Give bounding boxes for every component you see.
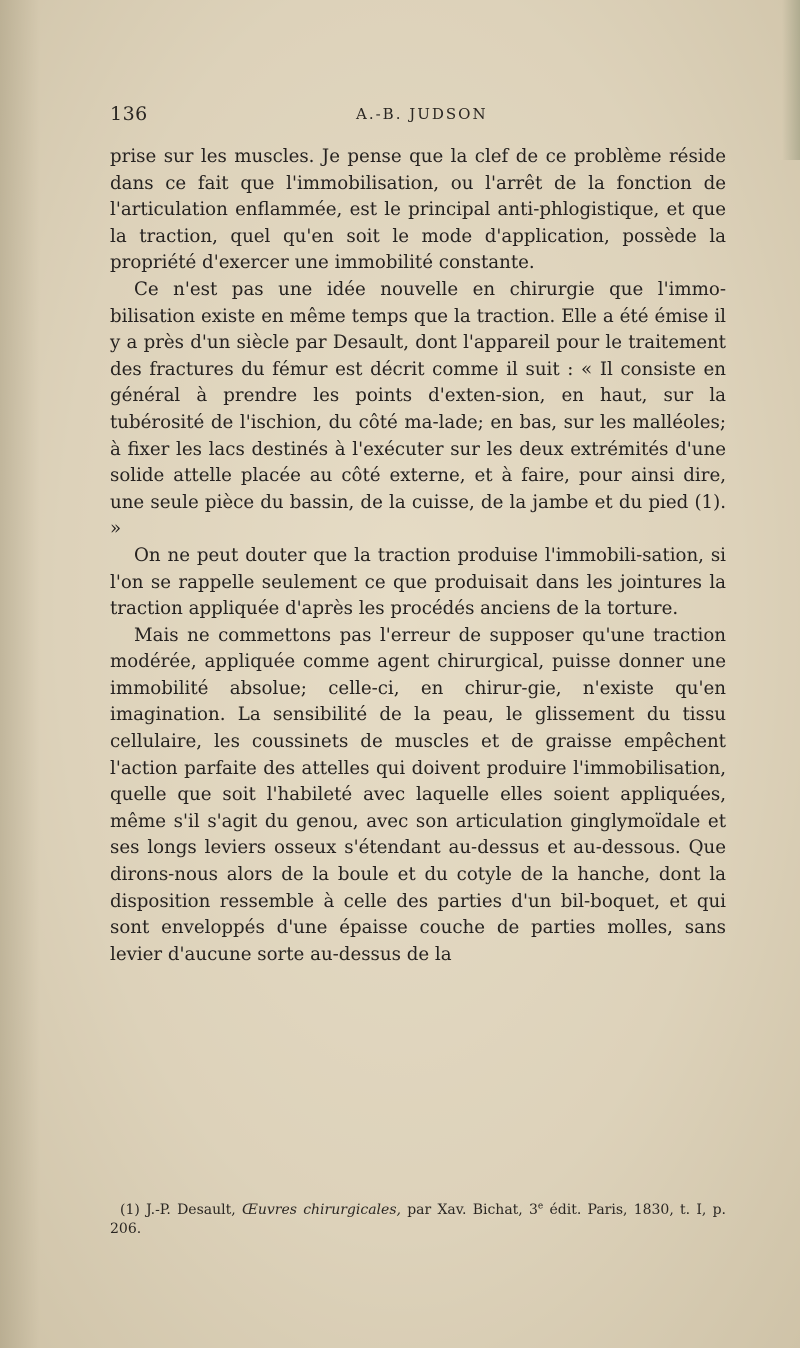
footnote-publisher: par Xav. Bichat, 3 bbox=[407, 1202, 538, 1218]
footnote bbox=[110, 1201, 726, 1239]
paragraph: prise sur les muscles. Je pense que la clef de ce problème réside dans ce fait que l'immobilisation, ou l'arrêt de la fonction de l'articulation enflammée, est le principal anti-phlogistique, et que la traction, quel qu'en soit le mode d'application, possède la propriété d'exercer une immobilité constante. bbox=[110, 146, 726, 274]
paragraph: Ce n'est pas une idée nouvelle en chirurgie que l'immo-bilisation existe en même temps que la traction. Elle a été émise il y a près d'un siècle par Desault, dont l'appareil pour le traitement des fractures du fémur est décrit comme il suit : « Il consiste en général à prendre les points d'exten-sion, en haut, sur la tubérosité de l'ischion, du côté ma-lade; en bas, sur les malléoles; à fixer les lacs destinés à l'exécuter sur les deux extrémités d'une solide attelle placée au côté externe, et à faire, pour ainsi dire, une seule pièce du bassin, de la cuisse, de la jambe et du pied (1). » bbox=[110, 278, 726, 540]
footnote-edition-sup: e bbox=[537, 1201, 544, 1212]
paragraph: Mais ne commettons pas l'erreur de supposer qu'une traction modérée, appliquée comme agent chirurgical, puisse donner une immobilité absolue; celle-ci, en chirur-gie, n'existe qu'en imagination. La sensibilité de la peau, le glissement du tissu cellulaire, les coussinets de muscles et de graisse empêchent l'action parfaite des attelles qui doivent produire l'immobilisation, quelle que soit l'habileté avec laquelle elles soient appliquées, même s'il s'agit du genou, avec son articulation ginglymoïdale et ses longs leviers osseux s'étendant au-dessus et au-dessous. Que dirons-nous alors de la boule et du cotyle de la hanche, dont la disposition ressemble à celle des parties d'un bil-boquet, et qui sont enveloppés d'une épaisse couche de parties molles, sans levier d'aucune sorte au-dessus de la bbox=[110, 624, 726, 965]
page-header bbox=[110, 103, 730, 129]
footnote-title: Œuvres chirurgicales, bbox=[241, 1202, 401, 1218]
page-number: 136 bbox=[110, 103, 148, 125]
running-head: A.-B. JUDSON bbox=[356, 105, 488, 123]
footnote-author: J.-P. Desault, bbox=[146, 1202, 236, 1218]
paragraph: On ne peut douter que la traction produise l'immobili-sation, si l'on se rappelle seulement ce que produisait dans les jointures la traction appliquée d'après les procédés anciens de la torture. bbox=[110, 544, 726, 620]
body-text bbox=[110, 144, 726, 968]
page-edge-stain bbox=[782, 0, 800, 160]
footnote-rest: édit. Paris, 1830, t. I, p. 206. bbox=[110, 1202, 726, 1237]
spine-shadow bbox=[0, 0, 40, 1348]
footnote-marker: (1) bbox=[120, 1202, 140, 1218]
